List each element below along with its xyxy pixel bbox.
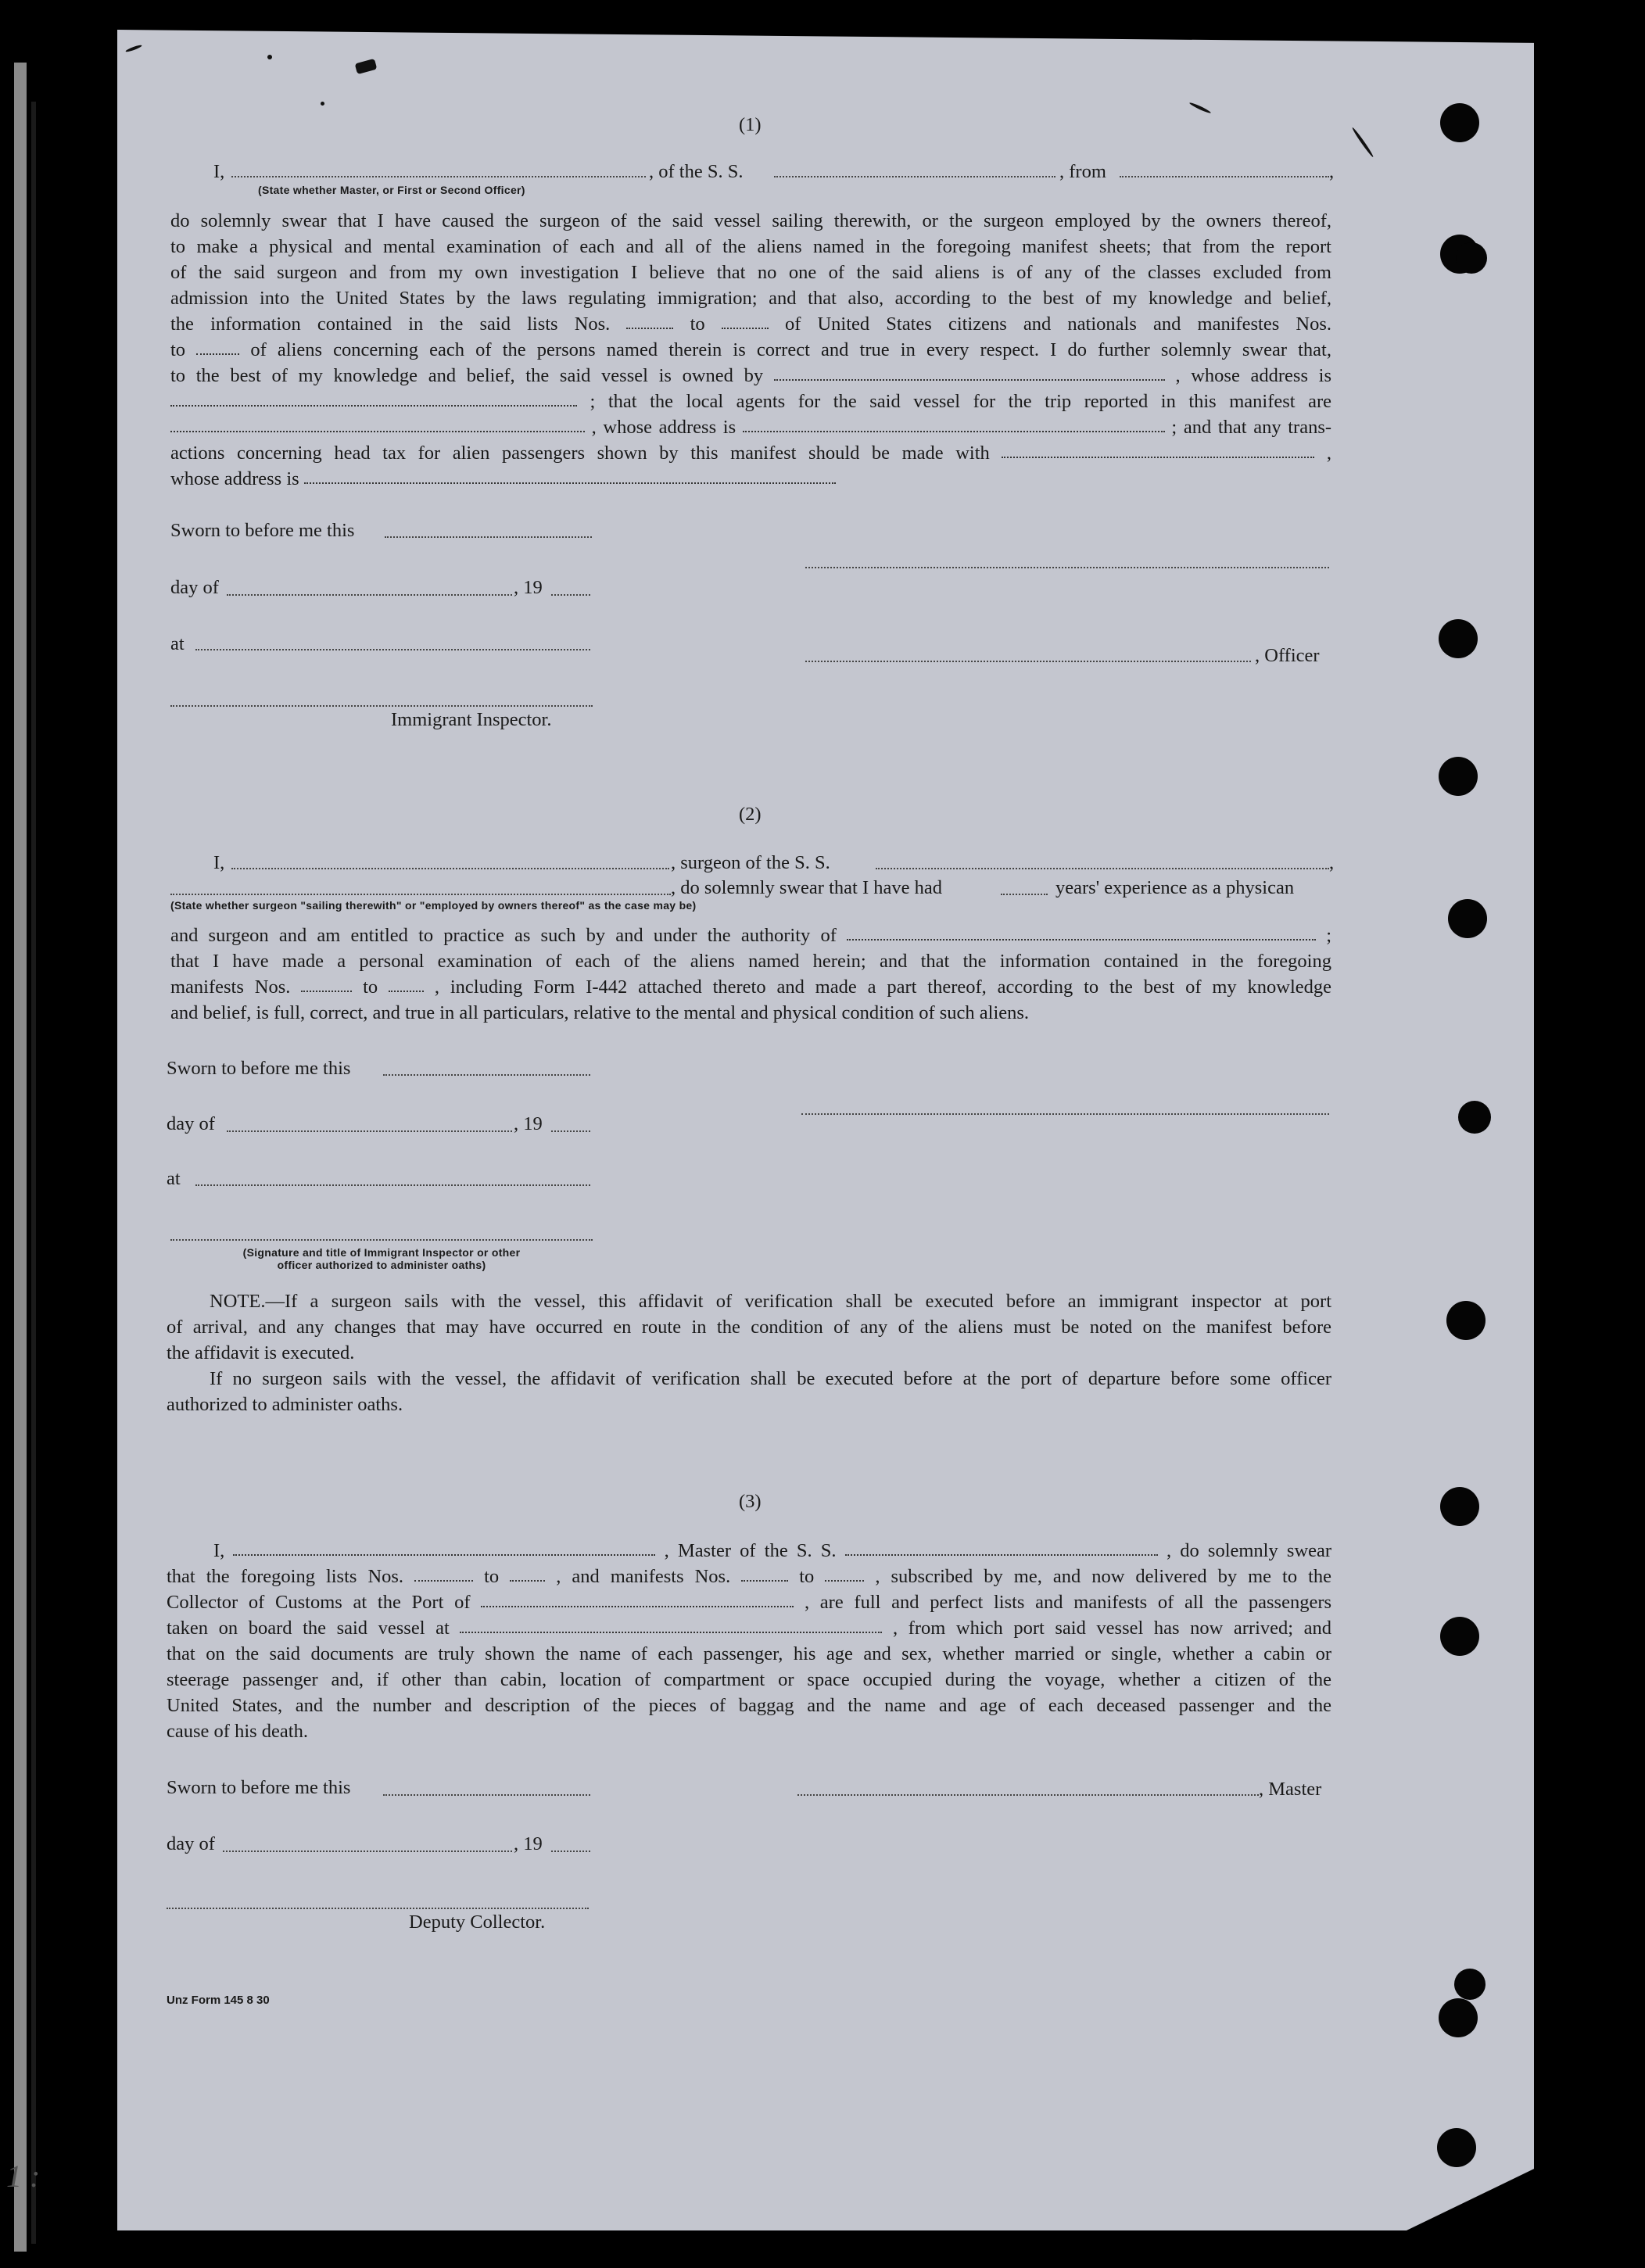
text-run: Collector of Customs at the Port of	[167, 1592, 471, 1613]
manifest-no-field[interactable]	[741, 1574, 788, 1582]
section-3-paragraph	[167, 1538, 1331, 1744]
punch-hole	[1439, 757, 1478, 796]
authority-field[interactable]	[847, 933, 1316, 941]
punch-hole	[1440, 103, 1479, 142]
signature-note-line: officer authorized to administer oaths)	[277, 1259, 486, 1271]
paragraph-line	[170, 923, 1331, 948]
paragraph-line: cause of his death.	[167, 1721, 308, 1742]
paragraph-line	[167, 1615, 1331, 1641]
paragraph-line	[170, 466, 1331, 492]
at-label: at	[167, 1168, 181, 1189]
sworn-label: Sworn to before me this	[170, 520, 355, 541]
text-run: to	[799, 1566, 815, 1587]
text-run: , and manifests Nos.	[556, 1566, 731, 1587]
punch-hole	[1439, 619, 1478, 658]
sworn-date-field[interactable]	[383, 1074, 590, 1076]
punch-hole	[1437, 2128, 1476, 2167]
punch-hole	[1439, 1998, 1478, 2037]
vessel-name-field[interactable]	[774, 176, 1055, 177]
head-tax-party-field[interactable]	[1002, 450, 1314, 458]
text-run: , from which port said vessel has now arrived; and	[892, 1618, 1332, 1639]
text-run: , Master of the S. S.	[664, 1540, 837, 1561]
punch-hole	[1458, 1101, 1491, 1134]
surgeon-name-field[interactable]	[231, 868, 669, 869]
punch-hole	[1440, 1487, 1479, 1526]
inspector-signature-field[interactable]	[170, 1239, 593, 1241]
scan-speck	[267, 55, 272, 59]
years-field[interactable]	[1001, 894, 1048, 895]
inspector-label: Immigrant Inspector.	[391, 709, 552, 730]
paragraph-line: that I have made a personal examination of each of the aliens named herein; and that the information contained in the foregoing	[170, 951, 1331, 972]
paragraph-line	[170, 974, 1331, 1000]
paragraph-line	[170, 337, 1331, 363]
text-run: to	[363, 976, 378, 998]
manifest-no-field[interactable]	[825, 1574, 864, 1582]
at-place-field[interactable]	[195, 1184, 590, 1186]
swear-label: , do solemnly swear that I have had	[671, 877, 942, 898]
year-label: , 19	[514, 1833, 543, 1854]
scan-edge-shadow	[31, 102, 36, 2244]
paragraph-line: admission into the United States by the laws regulating immigration; and that also, according to the best of my knowledge and belief,	[170, 288, 1331, 309]
text-run: , whose address is	[1175, 365, 1331, 386]
surgeon-signature-line[interactable]	[801, 1113, 1329, 1115]
text-run: that the foregoing lists Nos.	[167, 1566, 404, 1587]
owner-field[interactable]	[774, 373, 1165, 381]
paragraph-line: do solemnly swear that I have caused the surgeon of the said vessel sailing therewith, or the surgeon employed by the owners thereof,	[170, 210, 1331, 231]
manifest-no-field[interactable]	[389, 984, 424, 992]
master-signature-field[interactable]	[797, 1794, 1259, 1796]
text-run: actions concerning head tax for alien passengers shown by this manifest should be made with	[170, 442, 990, 464]
year-label: , 19	[514, 577, 543, 598]
scan-edge-strip	[14, 63, 27, 2252]
list-no-field[interactable]	[722, 321, 769, 329]
surgeon-status-field[interactable]	[170, 894, 671, 895]
surgeon-of-label: , surgeon of the S. S.	[671, 852, 830, 873]
text-run: to	[170, 339, 186, 360]
paragraph-line: to make a physical and mental examination of each and all of the aliens named in the foregoing manifest sheets; that from the report	[170, 236, 1331, 257]
year-label: , 19	[514, 1113, 543, 1134]
paragraph-line	[167, 1564, 1331, 1589]
text-run: , subscribed by me, and now delivered by me to the	[875, 1566, 1332, 1587]
officer-label: , Officer	[1255, 645, 1320, 666]
punch-hole	[1456, 242, 1487, 274]
text-run: whose address is	[170, 468, 299, 489]
signature-line[interactable]	[805, 567, 1329, 568]
paragraph-line	[170, 414, 1331, 440]
at-label: at	[170, 633, 185, 654]
text-run: to the best of my knowledge and belief, the said vessel is owned by	[170, 365, 764, 386]
paragraph-line	[167, 1538, 1331, 1564]
master-name-field[interactable]	[231, 176, 646, 177]
comma-mark: ,	[1329, 852, 1335, 873]
day-field[interactable]	[223, 1851, 512, 1852]
paragraph-line: that on the said documents are truly shown the name of each passenger, his age and sex, whether married or single, whether a cabin or	[167, 1643, 1331, 1664]
section-2-number: (2)	[739, 804, 762, 825]
signature-note	[170, 1246, 593, 1271]
signature-note-line: (Signature and title of Immigrant Inspector or other	[242, 1246, 521, 1259]
text-run: manifests Nos.	[170, 976, 291, 998]
list-no-field[interactable]	[414, 1574, 473, 1582]
section-1-i-label: I,	[213, 161, 225, 182]
note-line: the affidavit is executed.	[167, 1342, 355, 1363]
manifest-no-field[interactable]	[196, 347, 239, 355]
text-run: of aliens concerning each of the persons named therein is correct and true in every respect. I do further solemnly swear that,	[250, 339, 1331, 360]
section-2-i-label: I,	[213, 852, 225, 873]
scan-speck	[321, 102, 324, 106]
at-place-field[interactable]	[195, 649, 590, 650]
text-run: the information contained in the said lists Nos.	[170, 314, 611, 335]
from-port-field[interactable]	[1120, 176, 1329, 177]
text-run: and surgeon and am entitled to practice as such by and under the authority of	[170, 925, 837, 946]
paragraph-line	[170, 363, 1331, 389]
paragraph-line	[167, 1589, 1331, 1615]
vessel-name-field[interactable]	[876, 868, 1329, 869]
master-note: (State whether Master, or First or Second Officer)	[258, 184, 525, 196]
paragraph-line: United States, and the number and description of the pieces of baggag and the name and age of each deceased passenger and the	[167, 1695, 1331, 1716]
of-ss-label: , of the S. S.	[649, 161, 744, 182]
note-line: NOTE.—If a surgeon sails with the vessel, this affidavit of verification shall be executed before an immigrant inspector at port	[210, 1291, 1331, 1312]
section-2-paragraph	[170, 923, 1331, 1026]
semicolon-mark: ;	[1326, 925, 1332, 946]
vessel-name-field[interactable]	[845, 1548, 1158, 1556]
punch-hole	[1446, 1301, 1486, 1340]
collector-signature-field[interactable]	[167, 1908, 589, 1909]
day-field[interactable]	[227, 594, 512, 596]
text-run: ; and that any trans-	[1171, 417, 1332, 438]
note-line: of arrival, and any changes that may have occurred en route in the condition of any of the aliens must be noted on the manifest before	[167, 1317, 1331, 1338]
year-field[interactable]	[551, 1130, 590, 1132]
master-label: , Master	[1259, 1779, 1322, 1800]
note-line: If no surgeon sails with the vessel, the affidavit of verification shall be executed before at the port of departure before some officer	[210, 1368, 1331, 1389]
paragraph-line	[170, 311, 1331, 337]
text-run: I,	[213, 1540, 225, 1561]
text-run: to	[690, 314, 705, 335]
day-of-label: day of	[170, 577, 219, 598]
embark-port-field[interactable]	[460, 1625, 882, 1633]
list-no-field[interactable]	[626, 321, 673, 329]
deputy-collector-label: Deputy Collector.	[409, 1911, 546, 1933]
sworn-date-field[interactable]	[385, 536, 592, 538]
note-line: authorized to administer oaths.	[167, 1394, 403, 1415]
text-run: ; that the local agents for the said vessel for the trip reported in this manifest are	[590, 391, 1332, 412]
text-run: , whose address is	[591, 417, 736, 438]
text-run: to	[484, 1566, 500, 1587]
years-label: years' experience as a physican	[1055, 877, 1295, 898]
text-run: , do solemnly swear	[1166, 1540, 1332, 1561]
sworn-label: Sworn to before me this	[167, 1058, 351, 1079]
day-of-label: day of	[167, 1833, 215, 1854]
year-field[interactable]	[551, 1851, 590, 1852]
paragraph-line: of the said surgeon and from my own investigation I believe that no one of the said aliens is of any of the classes excluded from	[170, 262, 1331, 283]
surgeon-note: (State whether surgeon "sailing therewith" or "employed by owners thereof" as the case may be)	[170, 899, 697, 912]
head-tax-address-field[interactable]	[304, 476, 836, 484]
port-field[interactable]	[481, 1600, 794, 1607]
text-run: of United States citizens and nationals and manifestes Nos.	[784, 314, 1332, 335]
sworn-label: Sworn to before me this	[167, 1777, 351, 1798]
paragraph-line: steerage passenger and, if other than cabin, location of compartment or space occupied during the voyage, whether a citizen of the	[167, 1669, 1331, 1690]
owner-address-field[interactable]	[170, 399, 577, 407]
section-3-number: (3)	[739, 1491, 762, 1512]
paragraph-line	[170, 389, 1331, 414]
comma-mark: ,	[1329, 161, 1335, 182]
paragraph-line	[170, 440, 1331, 466]
form-number: Unz Form 145 8 30	[167, 1994, 270, 2007]
master-name-field[interactable]	[233, 1548, 655, 1556]
manifest-no-field[interactable]	[301, 984, 352, 992]
agents-field[interactable]	[170, 425, 585, 432]
text-run: taken on board the said vessel at	[167, 1618, 450, 1639]
officer-signature-field[interactable]	[805, 661, 1251, 662]
punch-hole	[1440, 1617, 1479, 1656]
day-of-label: day of	[167, 1113, 215, 1134]
text-run: , including Form I-442 attached thereto and made a part thereof, according to the best of my knowledge	[434, 976, 1332, 998]
from-label: , from	[1059, 161, 1106, 182]
note-paragraph	[167, 1288, 1331, 1417]
text-run: , are full and perfect lists and manifests of all the passengers	[804, 1592, 1332, 1613]
punch-hole	[1454, 1969, 1486, 2000]
list-no-field[interactable]	[510, 1574, 545, 1582]
punch-hole	[1448, 899, 1487, 938]
inspector-signature-field[interactable]	[170, 705, 593, 707]
year-field[interactable]	[551, 594, 590, 596]
day-field[interactable]	[227, 1130, 512, 1132]
section-1-paragraph	[170, 208, 1331, 492]
agents-address-field[interactable]	[743, 425, 1165, 432]
comma-mark: ,	[1326, 442, 1332, 464]
paragraph-line: and belief, is full, correct, and true in all particulars, relative to the mental and physical condition of such aliens.	[170, 1002, 1030, 1023]
section-1-number: (1)	[739, 114, 762, 135]
margin-marks: 1 :	[6, 2159, 41, 2194]
sworn-date-field[interactable]	[383, 1794, 590, 1796]
